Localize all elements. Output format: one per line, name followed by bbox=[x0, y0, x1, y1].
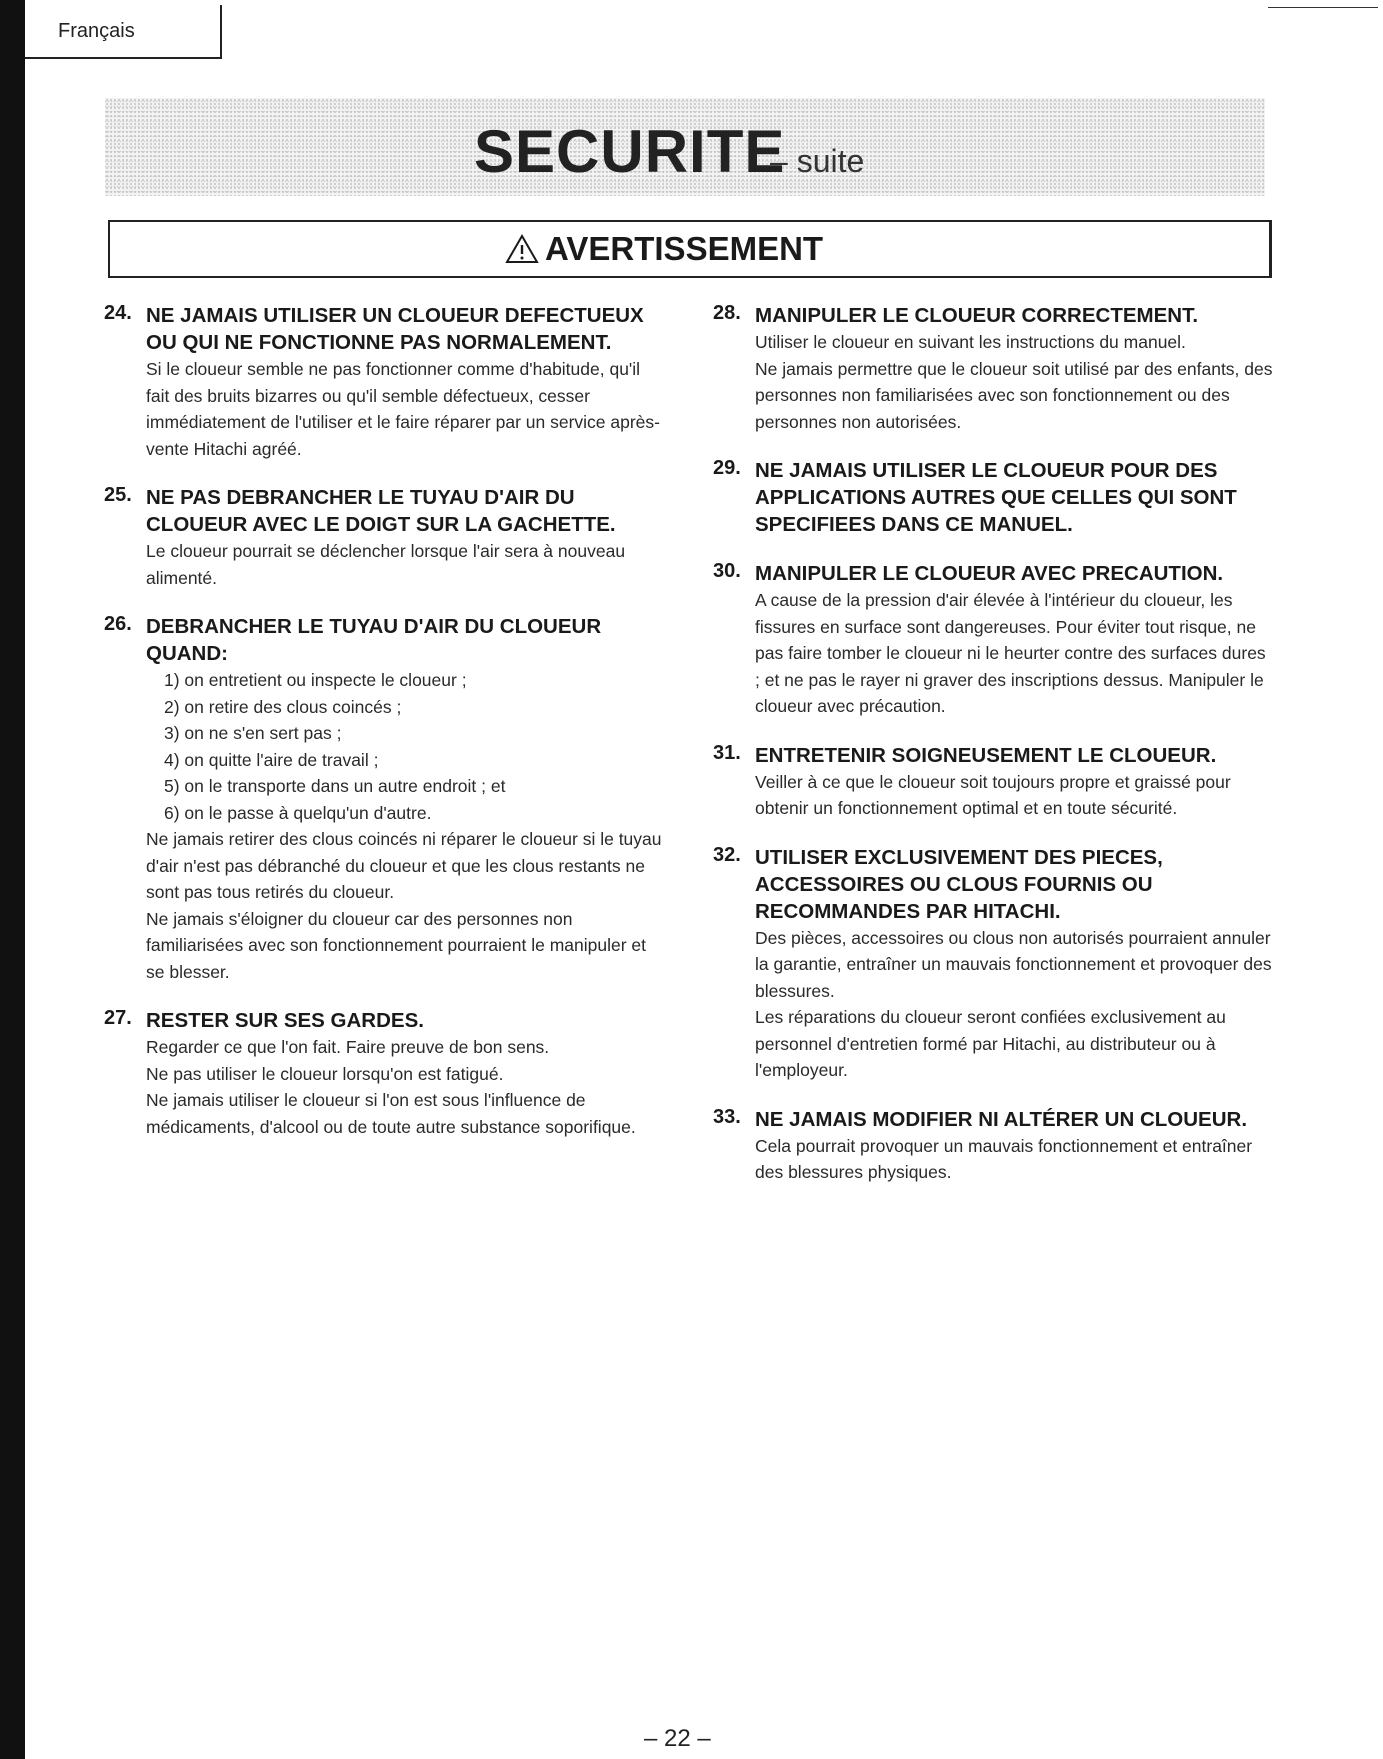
item-body: Veiller à ce que le cloueur soit toujours propre et graissé pour obtenir un fonctionnement optimal et en toute sécurité. bbox=[755, 771, 1231, 818]
item-body: Si le cloueur semble ne pas fonctionner comme d'habitude, qu'il fait des bruits bizarres ou qu'il semble défectueux, cesser immédiatement de l'utiliser et le faire réparer par un service après-vente Hitachi agréé. bbox=[146, 359, 660, 459]
item-number: 24. bbox=[104, 302, 132, 324]
item-body: Ne pas utiliser le cloueur lorsqu'on est fatigué. bbox=[146, 1063, 504, 1084]
warning-triangle-icon bbox=[505, 234, 539, 264]
item-heading: MANIPULER LE CLOUEUR AVEC PRECAUTION. bbox=[755, 562, 1224, 585]
list-item: 3) on ne s'en sert pas ; bbox=[164, 723, 342, 743]
safety-item-33 bbox=[713, 1106, 1273, 1186]
item-body: Ne jamais s'éloigner du cloueur car des personnes non familiarisées avec son fonctionnement pourraient le manipuler et se blesser. bbox=[146, 908, 646, 982]
safety-item-26 bbox=[104, 613, 664, 985]
list-item: 2) on retire des clous coincés ; bbox=[164, 696, 402, 717]
list-item: 6) on le passe à quelqu'un d'autre. bbox=[164, 802, 432, 823]
item-heading: NE PAS DEBRANCHER LE TUYAU D'AIR DU CLOUEUR AVEC LE DOIGT SUR LA GACHETTE. bbox=[146, 486, 616, 536]
item-number: 29. bbox=[713, 457, 741, 479]
warning-label: AVERTISSEMENT bbox=[545, 230, 824, 267]
item-heading: NE JAMAIS UTILISER UN CLOUEUR DEFECTUEUX OU QUI NE FONCTIONNE PAS NORMALEMENT. bbox=[146, 304, 644, 354]
item-heading: DEBRANCHER LE TUYAU D'AIR DU CLOUEUR QUAND: bbox=[146, 615, 602, 665]
item-number: 28. bbox=[713, 302, 741, 324]
item-heading: RESTER SUR SES GARDES. bbox=[146, 1009, 424, 1032]
section-title: SECURITE bbox=[474, 118, 786, 185]
list-item: 1) on entretient ou inspecte le cloueur ; bbox=[164, 670, 467, 690]
safety-item-24 bbox=[104, 302, 664, 462]
item-number: 30. bbox=[713, 560, 741, 582]
item-body: Regarder ce que l'on fait. Faire preuve de bon sens. bbox=[146, 1037, 550, 1057]
item-number: 26. bbox=[104, 613, 132, 635]
binding-edge bbox=[0, 0, 25, 1759]
list-item: 5) on le transporte dans un autre endroit ; et bbox=[164, 776, 506, 796]
item-body: A cause de la pression d'air élevée à l'intérieur du cloueur, les fissures en surface sont dangereuses. Pour éviter tout risque, ne pas faire tomber le cloueur ni le heurter contre des surfaces dures ; et ne pas le rayer ni graver des inscriptions dessus. Manipuler le cloueur avec précaution. bbox=[755, 590, 1266, 716]
item-body: Cela pourrait provoquer un mauvais fonctionnement et entraîner des blessures physiques. bbox=[755, 1135, 1253, 1182]
safety-item-31 bbox=[713, 742, 1273, 822]
item-body: Ne jamais permettre que le cloueur soit utilisé par des enfants, des personnes non familiarisées avec son fonctionnement ou des personnes non autorisées. bbox=[755, 358, 1273, 432]
item-body: Ne jamais utiliser le cloueur si l'on est sous l'influence de médicaments, d'alcool ou de toute autre substance soporifique. bbox=[146, 1090, 636, 1137]
safety-item-30 bbox=[713, 560, 1273, 720]
item-number: 32. bbox=[713, 843, 741, 866]
safety-item-25 bbox=[104, 484, 664, 591]
item-heading: ENTRETENIR SOIGNEUSEMENT LE CLOUEUR. bbox=[755, 743, 1217, 767]
item-number: 25. bbox=[104, 484, 132, 506]
item-number: 33. bbox=[713, 1105, 741, 1128]
disconnect-conditions-list bbox=[146, 667, 664, 826]
item-body: Le cloueur pourrait se déclencher lorsque l'air sera à nouveau alimenté. bbox=[146, 541, 626, 588]
item-heading: UTILISER EXCLUSIVEMENT DES PIECES, ACCESSOIRES OU CLOUS FOURNIS OU RECOMMANDES PAR HITACHI. bbox=[755, 845, 1163, 923]
language-label: Français bbox=[58, 20, 135, 42]
top-rule bbox=[1268, 7, 1378, 8]
warning-heading bbox=[505, 230, 823, 268]
safety-item-27 bbox=[104, 1007, 664, 1140]
item-body: Ne jamais retirer des clous coincés ni réparer le cloueur si le tuyau d'air n'est pas débranché du cloueur et que les clous restants ne sont pas tous retirés du cloueur. bbox=[146, 829, 662, 902]
item-heading: MANIPULER LE CLOUEUR CORRECTEMENT. bbox=[755, 304, 1199, 327]
list-item: 4) on quitte l'aire de travail ; bbox=[164, 749, 379, 770]
item-number: 27. bbox=[104, 1007, 132, 1029]
safety-item-29 bbox=[713, 457, 1273, 538]
section-title-suffix: – suite bbox=[770, 143, 865, 179]
left-column bbox=[104, 302, 664, 1162]
safety-item-28 bbox=[713, 302, 1273, 435]
item-heading: NE JAMAIS MODIFIER NI ALTÉRER UN CLOUEUR. bbox=[755, 1107, 1248, 1131]
item-number: 31. bbox=[713, 741, 741, 764]
item-body: Utiliser le cloueur en suivant les instructions du manuel. bbox=[755, 332, 1186, 352]
page-number: – 22 – bbox=[644, 1725, 711, 1752]
right-column bbox=[713, 302, 1273, 1208]
item-body: Des pièces, accessoires ou clous non autorisés pourraient annuler la garantie, entraîner un mauvais fonctionnement et provoquer des blessures. bbox=[755, 927, 1272, 1001]
safety-item-32 bbox=[713, 844, 1273, 1084]
item-heading: NE JAMAIS UTILISER LE CLOUEUR POUR DES APPLICATIONS AUTRES QUE CELLES QUI SONT SPECIFIEES DANS CE MANUEL. bbox=[755, 459, 1237, 536]
item-body: Les réparations du cloueur seront confiées exclusivement au personnel d'entretien formé par Hitachi, au distributeur ou à l'employeur. bbox=[755, 1007, 1226, 1080]
